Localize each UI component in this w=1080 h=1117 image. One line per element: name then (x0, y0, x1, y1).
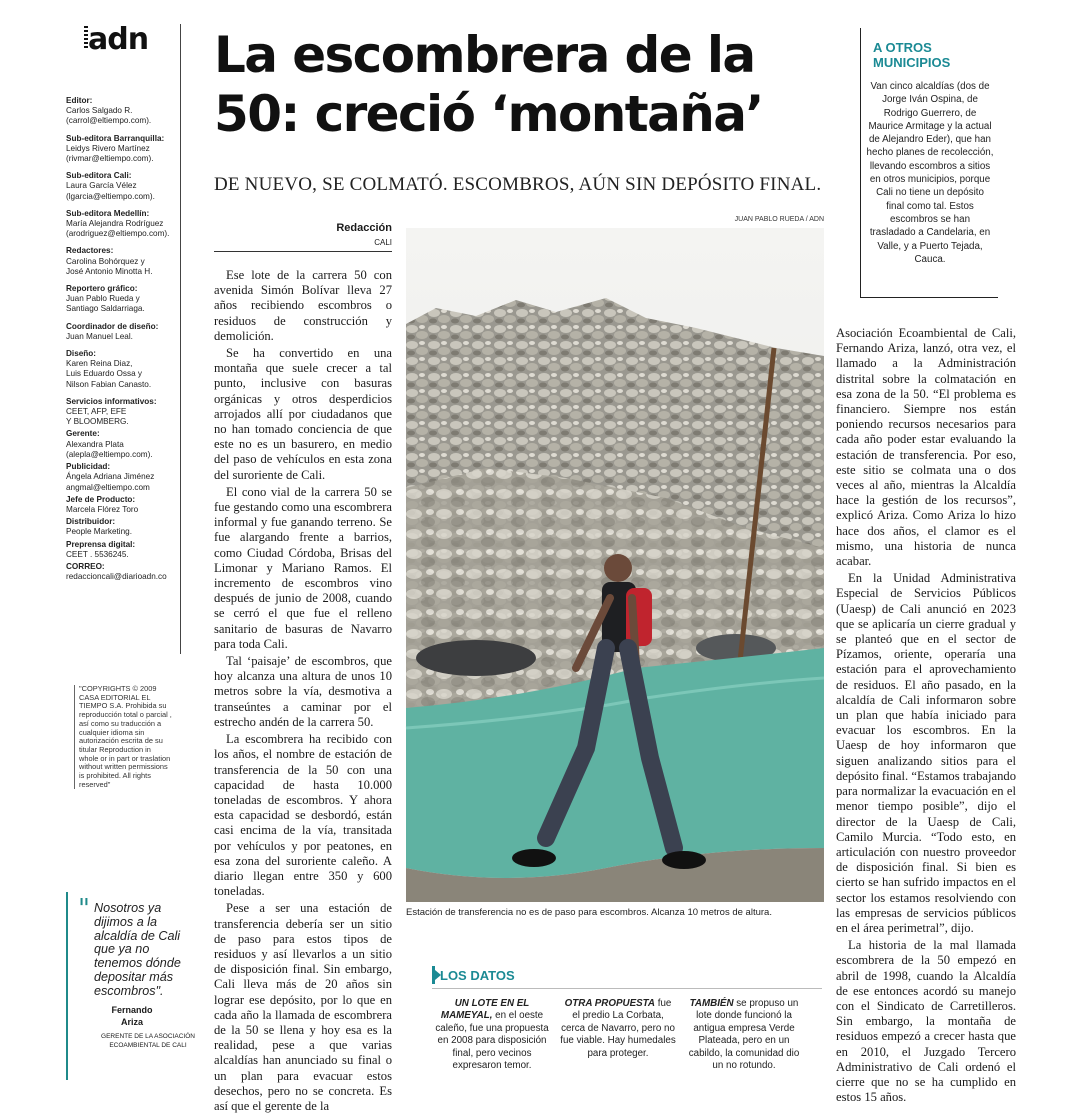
paragraph: Ese lote de la carrera 50 con avenida Simón Bolívar lleva 27 años recibiendo escombros o residuos de construcción y demolición. (214, 268, 392, 343)
credit-line: Carolina Bohórquez y (66, 256, 145, 266)
credit-line: angmal@eltiempo.com (66, 482, 150, 492)
credit-entry (66, 349, 178, 390)
credit-role: Servicios informativos: (66, 396, 157, 406)
credit-line: Laura García Vélez (66, 181, 137, 191)
datos-item-lead: TAMBIÉN (689, 998, 734, 1009)
credit-line: Carlos Salgado R. (66, 106, 133, 116)
pull-quote: Nosotros ya dijimos a la alcaldía de Cali que ya no tenemos dónde depositar más escombros". (94, 901, 181, 998)
credit-role: Sub-editora Cali: (66, 171, 132, 181)
sidebar-body: Van cinco alcaldías (dos de Jorge Iván Ospina, de Rodrigo Guerrero, de Maurice Armitage y la actual de Alejandro Eder), que han hecho planes de recolección, llevando escombros a sitios en otros municipios, porque Cali no tiene un depósito final como tal. Estos escombros se han trasladado a Candelaria, en Valle, y a Puerto Tejada, Cauca. (866, 81, 994, 265)
datos-item-lead: UN LOTE EN EL MAMEYAL, (440, 998, 530, 1022)
photo-caption: Estación de transferencia no es de paso para escombros. Alcanza 10 metros de altura. (406, 907, 772, 918)
byline-author: Redacción (336, 222, 392, 234)
credit-line: CEET, AFP, EFE (66, 407, 127, 417)
credit-entry (66, 495, 178, 515)
quote-author-first: Fernando (111, 1005, 153, 1015)
credit-entry (66, 284, 178, 315)
credit-entry (66, 171, 178, 202)
credit-entry (66, 517, 178, 537)
credit-entry (66, 462, 178, 493)
credit-line: Nilson Fabian Canasto. (66, 379, 152, 389)
credit-line: Alexandra Plata (66, 439, 124, 449)
datos-item-text: fue el predio La Corbata, cerca de Navarro, pero no fue viable. Hay humedales para proteger. (560, 998, 676, 1059)
headline: La escombrera de la 50: creció ‘montaña’ (214, 26, 763, 143)
credit-role: Publicidad: (66, 462, 111, 472)
credit-role: CORREO: (66, 561, 105, 571)
credit-role: Jefe de Producto: (66, 494, 136, 504)
credit-line: María Alejandra Rodríguez (66, 219, 164, 229)
sidebar-title: A OTROS MUNICIPIOS (873, 40, 951, 70)
photo-credit: JUAN PABLO RUEDA / ADN (734, 216, 824, 223)
credit-line: (carrol@eltiempo.com). (66, 116, 152, 126)
credit-role: Redactores: (66, 246, 114, 256)
credit-line: Juan Manuel Leal. (66, 331, 133, 341)
credit-line: CEET . 5536245. (66, 549, 129, 559)
credit-role: Editor: (66, 96, 93, 105)
credit-role: Coordinador de diseño: (66, 321, 159, 331)
article-column-1 (214, 268, 392, 1113)
paragraph: El cono vial de la carrera 50 se fue gestando como una escombrera informal y fue ganando terreno. Se fue alargando frente a barrios, como Ciudad Córdoba, Brisas del Limonar y Mariano Ramos. El incremento de escombros vino después de junio de 2008, cuando se cerró el que fue el relleno sanitario de basuras de Navarro para toda Cali. (214, 484, 392, 651)
copyright-notice: "COPYRIGHTS © 2009 CASA EDITORIAL EL TIEMPO S.A. Prohibida su reproducción total o parcial , así como su traducción a cualquier idioma sin autorización escrita de su titular Reproduction in whole or in part or traslation without written permissions is prohibited. All rights reserved" (74, 685, 172, 789)
credit-line: Santiago Saldarriaga. (66, 304, 145, 314)
paragraph: La escombrera ha recibido con los años, el nombre de estación de transferencia de la 50 con una capacidad de hasta 10.000 toneladas de escombros. Y ahora esta capacidad se desbordó, están casi encima de la vía, transitada por vehículos y por peatones, en esa zona del suroriente caleño. A diario llegan entre 350 y 600 toneladas. (214, 732, 392, 899)
quote-author-last: Ariza (120, 1017, 143, 1027)
column-divider (180, 24, 181, 654)
credit-role: Reportero gráfico: (66, 284, 138, 294)
paragraph: La historia de la mal llamada escombrera de la 50 empezó en abril de 1998, cuando la Alcaldía de ese entonces acordó su manejo con el Sindicato de Carretilleros. Sin embargo, la montaña de residuos empezó a crecer hasta que en 2010, el Juzgado Tercero Administrativo de Cali ordenó el cierre que no se ha cumplido en estos 15 años. (836, 938, 1016, 1105)
datos-item-text: en el oeste caleño, fue una propuesta en 2008 para disposición final, pero vecinos expresaron temor. (435, 1010, 549, 1072)
datos-item-lead: OTRA PROPUESTA (564, 998, 655, 1009)
credit-role: Gerente: (66, 429, 100, 439)
credit-line: People Marketing. (66, 527, 132, 537)
paragraph: Pese a ser una estación de transferencia debería ser un sitio de paso para estos tipos de residuos y así llevarlos a un sitio de disposición final. Sin embargo, Cali lleva más de 20 años sin lograr ese depósito, por lo que en cada año la llamada de escombrera de la 50 se llena y hoy esa es la realidad, pese a que varias alcaldías han anunciado su final o un plan para evacuar estos desechos, pero no se concreta. Es así que el gerente de la (214, 901, 392, 1113)
paragraph: Asociación Ecoambiental de Cali, Fernando Ariza, lanzó, otra vez, el llamado a la Administración distrital sobre la colmatación en esa zona de la 50. “El problema es financiero. Siempre nos están poniendo recursos necesarios para cada año poder estar evaluando la estación de transferencia. Por eso, este sitio se colmata una o dos veces al año, mientras la Alcaldía hace la gestión de los recursos”, explicó Ariza. Como Ariza lo hizo hace dos años, el clamor es el mismo, una historia de nunca acabar. (836, 326, 1016, 569)
credit-role: Distribuidor: (66, 517, 116, 527)
credit-role: Diseño: (66, 349, 97, 359)
credit-role: Sub-editora Medellín: (66, 208, 150, 218)
quote-author-role: GERENTE DE LA ASOCIACIÓN ECOAMBIENTAL DE CALI (101, 1033, 195, 1049)
paragraph: Se ha convertido en una montaña que suele crecer a tal punto, inclusive con basuras orgánicas y otros desperdicios arrojados allí por ciudadanos que no han tomado conciencia de que este no es un basurero, en medio del paso de vehículos en esta zona del suroriente de Cali. (214, 346, 392, 482)
credit-line: redaccioncali@diarioadn.co (66, 572, 167, 582)
credit-entry (66, 134, 178, 165)
datos-title: LOS DATOS (440, 968, 515, 983)
datos-rule (432, 988, 822, 989)
credit-entry (66, 562, 178, 582)
credit-line: Leidys Rivero Martínez (66, 143, 150, 153)
credit-line: (lgarcia@eltiempo.com). (66, 191, 155, 201)
credits-box (66, 96, 178, 584)
credit-line: (alepla@eltiempo.com). (66, 449, 153, 459)
credit-entry (66, 540, 178, 560)
paragraph: En la Unidad Administrativa Especial de Servicios Públicos (Uaesp) de Cali anunció en 2023 que se aplicaría un cierre gradual y se planteó que en el sector de Pízamos, oriente, operaría una estación para el aprovechamiento de residuos. El año pasado, en la alcaldía de Cali informaron sobre un plan que había iniciado para evacuar los escombros. En la Uaesp de hoy informaron que siguen analizando sitios para el depósito final. “Estamos trabajando para normalizar la evacuación en el menor tiempo posible”, dijo el director de la Uaesp de Cali, Camilo Murcia. “Todo esto, en articulación con nuestro proveedor de disposición final. Si bien es cierto se han sufrido impactos en el sector los estamos resolviendo con las empresas de servicios públicos en el área perimetral”, dijo. (836, 571, 1016, 935)
logo: adn (88, 22, 149, 57)
credit-entry (66, 96, 178, 127)
credit-line: Karen Reina Diaz, (66, 359, 133, 369)
byline-rule (214, 251, 392, 252)
credit-line: José Antonio Minotta H. (66, 266, 153, 276)
credit-entry (66, 397, 178, 428)
credit-line: Ángela Adriana Jiménez (66, 472, 155, 482)
credit-entry (66, 246, 178, 277)
subheadline: DE NUEVO, SE COLMATÓ. ESCOMBROS, AÚN SIN DEPÓSITO FINAL. (214, 174, 822, 195)
datos-item (560, 998, 676, 1060)
rubble-photo-illustration (406, 228, 824, 902)
credit-line: (rivmar@eltiempo.com). (66, 154, 154, 164)
quote-mark-icon: " (78, 894, 90, 924)
article-photo (406, 228, 824, 902)
credit-line: (arodriguez@eltiempo.com). (66, 229, 170, 239)
credit-line: Juan Pablo Rueda y (66, 294, 140, 304)
credit-role: Sub-editora Barranquilla: (66, 133, 165, 143)
byline-location: CALI (374, 238, 392, 247)
credit-role: Preprensa digital: (66, 539, 136, 549)
article-column-3 (836, 326, 1016, 1105)
datos-item (434, 998, 550, 1072)
credit-line: Marcela Flórez Toro (66, 504, 139, 514)
credit-entry (66, 209, 178, 240)
credit-line: Y BLOOMBERG. (66, 417, 129, 427)
credit-entry (66, 322, 178, 342)
quote-accent-bar (66, 892, 68, 1080)
datos-item-text: se propuso un lote donde funcionó la antigua empresa Verde Plateada, pero en un cabildo, la comunidad dio un no rotundo. (688, 998, 800, 1072)
paragraph: Tal ‘paisaje’ de escombros, que hoy alcanza una altura de unos 10 metros sobre la vía, desmotiva a transeúntes a caminar por el estrecho andén de la carrera 50. (214, 654, 392, 729)
datos-item (686, 998, 802, 1072)
credit-entry (66, 429, 178, 460)
quote-author (66, 1004, 198, 1028)
credit-line: Luis Eduardo Ossa y (66, 369, 143, 379)
